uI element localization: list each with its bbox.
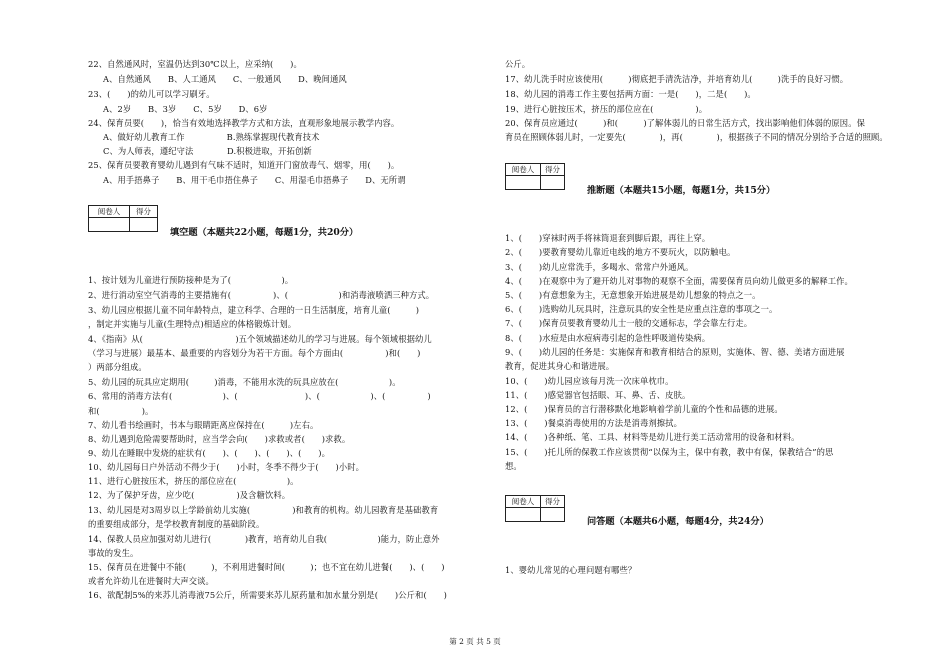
fill-line: （学习与进展）最基本、最重要的内容划分为若干方面。每个方面由( )和( ): [88, 348, 421, 358]
fill-line: 6、常用的消毒方法有( )、( )、( )、( ): [88, 391, 431, 401]
question-23: 23、( )的幼儿可以学习刷牙。: [88, 89, 215, 99]
judge-line: 11、( )感觉器官包括眼、耳、鼻、舌、皮肤。: [505, 390, 691, 400]
fill-line: 7、幼儿看书绘画时，书本与眼睛距离应保持在( )左右。: [88, 420, 319, 430]
fill-line: ，制定并实施与儿童(生理特点)相适应的体格锻炼计划。: [88, 319, 297, 329]
judge-line: 13、( )餐桌消毒使用的方法是消毒剂擦拭。: [505, 418, 682, 428]
question-24: 24、保育员要( )，恰当有效地选择教学方式和方法，直观形象地展示教学内容。: [88, 118, 400, 128]
judge-line: 6、( )选购幼儿玩具时，注意玩具的安全性是应重点注意的事项之一。: [505, 304, 778, 314]
page-footer: 第 2 页 共 5 页: [449, 637, 501, 646]
fill-line: 5、幼儿园的玩具应定期用( )消毒，不能用水洗的玩具应放在( )。: [88, 377, 401, 387]
fill-line: 8、幼儿遇到危险需要帮助时，应当学会向( )求救或者( )求救。: [88, 434, 351, 444]
grader-label: 阅卷人: [89, 206, 130, 218]
question-22-options: A、自然通风 B、人工通风 C、一般通风 D、晚间通风: [103, 74, 347, 84]
judge-line: 3、( )幼儿应常洗手，多喝水、常常户外通风。: [505, 262, 694, 272]
fill-line: 14、保教人员应加强对幼儿进行( )教育，培育幼儿自我( )能力，防止意外: [88, 534, 440, 544]
fill-line: ）两部分组成。: [88, 362, 147, 372]
qa-line: 1、婴幼儿常见的心理问题有哪些？: [505, 565, 637, 575]
fill-line: 11、进行心脏按压术，挤压的部位应在( )。: [88, 476, 299, 486]
fill-line: 20、保育员应通过( )和( )了解体弱儿的日常生活方式，找出影响他们体弱的原因。保: [505, 118, 865, 128]
fill-line: 17、幼儿洗手时应该使用( )彻底把手清洗洁净，并培育幼儿( )洗手的良好习惯。: [505, 74, 849, 84]
score-box-qa: [505, 495, 565, 522]
score-box-fill: [88, 205, 158, 232]
grader-label: 阅卷人: [506, 496, 541, 508]
fill-line: 9、幼儿在睡眠中发烧的症状有( )、( )、( )、( )。: [88, 448, 330, 458]
judge-line: 4、( )在观察中为了避开幼儿对事物的观察不全面，需要保育员向幼儿做更多的解释工作。: [505, 276, 853, 286]
grader-label: 阅卷人: [506, 164, 541, 176]
question-25: 25、保育员要教育婴幼儿遇到有气味不适时，知道开门窗放毒气、烟零，用( )。: [88, 160, 400, 170]
judge-line: 10、( )幼儿园应该每月洗一次床单枕巾。: [505, 376, 674, 386]
score-label: 得分: [130, 206, 158, 218]
fill-line: 育员在照顾体弱儿时，一定要先( )，再( )，根据孩子不同的情况分别给予合适的照顾。: [505, 132, 888, 142]
fill-line: 15、保育员在进餐中不能( )，不利用进餐时间( )；也不宜在幼儿进餐( )、( ): [88, 562, 445, 572]
question-23-options: A、2岁 B、3岁 C、5岁 D、6岁: [103, 104, 268, 114]
fill-line: 19、进行心脏按压术，挤压的部位应在( )。: [505, 104, 708, 114]
judge-line: 教育，促进其身心和谐进展。: [505, 361, 615, 371]
judge-line: 1、( )穿袜时两手将袜筒退套到脚后跟，再往上穿。: [505, 233, 711, 243]
fill-line: 或者允许幼儿在进餐时大声交谈。: [88, 576, 214, 586]
judge-line: 想。: [505, 461, 522, 471]
question-25-options: A、用手捂鼻子 B、用干毛巾捂住鼻子 C、用湿毛巾捂鼻子 D、无所谓: [103, 175, 406, 185]
fill-line: 18、幼儿园的消毒工作主要包括两方面：一是( )，二是( )。: [505, 89, 756, 99]
fill-line: 10、幼儿园每日户外活动不得少于( )小时，冬季不得少于( )小时。: [88, 462, 365, 472]
fill-line: 12、为了保护牙齿，应少吃( )及含糖饮料。: [88, 490, 291, 500]
judge-line: 2、( )要教育婴幼儿靠近电线的地方不要玩火，以防触电。: [505, 247, 736, 257]
fill-line: 公斤。: [505, 59, 531, 69]
judge-line: 14、( )各种纸、笔、工具、材料等是幼儿进行美工活动常用的设备和材料。: [505, 432, 800, 442]
fill-line: 1、按计划为儿童进行预防接种是为了( )。: [88, 275, 294, 285]
judge-line: 15、( )托儿所的保教工作应该贯彻“以保为主，保中有教，教中有保，保教结合”的思: [505, 447, 834, 457]
judge-line: 12、( )保育员的言行潜移默化地影响着学前儿童的个性和品德的进展。: [505, 404, 783, 414]
score-label: 得分: [541, 164, 565, 176]
question-24-options-cd: C、为人师表，遵纪守法 D.积极进取，开拓创新: [103, 146, 312, 156]
judge-line: 8、( )水痘是由水痘病毒引起的急性呼吸道传染病。: [505, 333, 711, 343]
judge-line: 5、( )有意想象为主，无意想象开始进展是幼儿想象的特点之一。: [505, 290, 761, 300]
judge-line: 9、( )幼儿园的任务是：实施保育和教育相结合的原则，实施体、智、德、美诸方面进展: [505, 347, 845, 357]
score-box-judge: [505, 163, 565, 190]
section-title-judge: 推断题（本题共15小题，每题1分，共15分）: [587, 185, 776, 196]
fill-line: 的重要组成部分，是学校教育制度的基础阶段。: [88, 519, 265, 529]
judge-line: 7、( )保育员要教育婴幼儿士一般的交通标志，学会靠左行走。: [505, 318, 753, 328]
fill-line: 4、《指南》从( )五个领域描述幼儿的学习与进展。每个领域根据幼儿: [88, 334, 432, 344]
question-22: 22、自然通风时，室温仍达到30℃以上，应采纳( )。: [88, 59, 302, 69]
fill-line: 13、幼儿园是对3周岁以上学龄前幼儿实施( )和教育的机构。幼儿园教育是基础教育: [88, 505, 439, 515]
fill-line: 事故的发生。: [88, 548, 139, 558]
score-label: 得分: [541, 496, 565, 508]
fill-line: 16、欲配制5%的来苏儿消毒液75公斤，所需要来苏儿原药量和加水量分别是( )公斤和( ): [88, 590, 447, 600]
question-24-options-ab: A、做好幼儿教育工作 B.熟练掌握现代教育技术: [103, 132, 320, 142]
fill-line: 和( )。: [88, 406, 154, 416]
fill-line: 2、进行消动室空气消毒的主要措施有( )、( )和消毒液喷洒三种方式。: [88, 290, 435, 300]
section-title-fill: 填空题（本题共22小题，每题1分，共20分）: [170, 227, 359, 238]
section-title-qa: 问答题（本题共6小题，每题4分，共24分）: [587, 516, 769, 527]
fill-line: 3、幼儿园应根据儿童不同年龄特点，建立科学、合理的一日生活制度，培育儿童( ): [88, 305, 420, 315]
